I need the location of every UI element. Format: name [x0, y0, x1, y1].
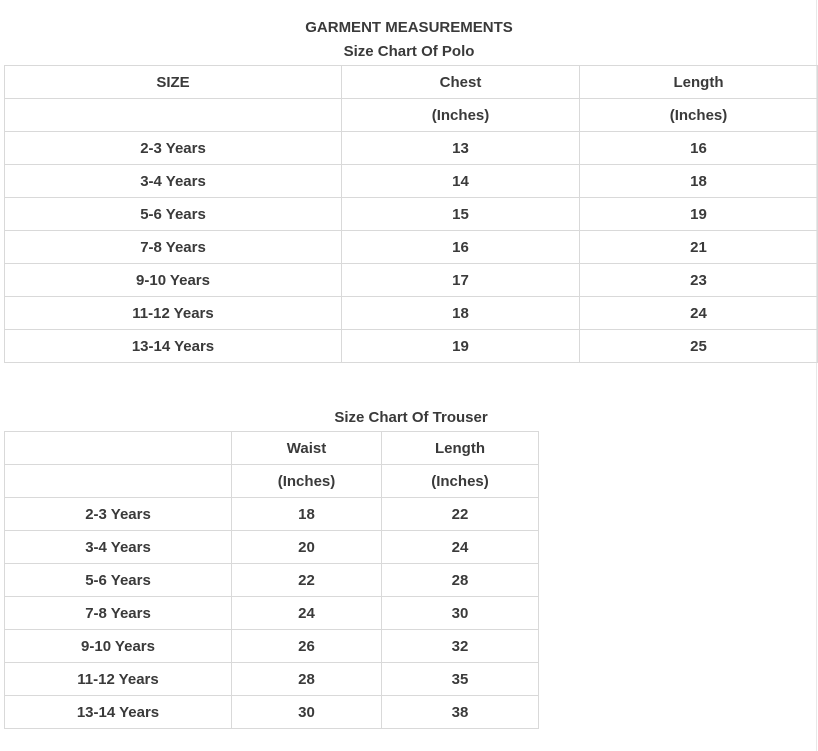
polo-chart-caption: Size Chart Of Polo — [343, 43, 475, 60]
table-row — [5, 330, 818, 363]
chest-cell: 16 — [342, 231, 580, 264]
table-row — [5, 198, 818, 231]
size-cell: 2-3 Years — [5, 498, 232, 531]
table-row — [5, 597, 539, 630]
waist-cell: 24 — [232, 597, 382, 630]
length-cell: 21 — [580, 231, 818, 264]
size-cell: 13-14 Years — [5, 330, 342, 363]
chest-cell: 13 — [342, 132, 580, 165]
table-header-row — [5, 432, 539, 465]
length-cell: 35 — [382, 663, 539, 696]
length-cell: 28 — [382, 564, 539, 597]
waist-cell: 28 — [232, 663, 382, 696]
table-row — [5, 630, 539, 663]
unit-cell: (Inches) — [232, 465, 382, 498]
waist-cell: 26 — [232, 630, 382, 663]
length-cell: 25 — [580, 330, 818, 363]
unit-cell — [5, 465, 232, 498]
chest-cell: 18 — [342, 297, 580, 330]
length-cell: 24 — [580, 297, 818, 330]
table-row — [5, 231, 818, 264]
table-units-row — [5, 99, 818, 132]
header-cell: Length — [580, 66, 818, 99]
size-cell: 9-10 Years — [5, 630, 232, 663]
unit-cell — [5, 99, 342, 132]
length-cell: 30 — [382, 597, 539, 630]
chest-cell: 17 — [342, 264, 580, 297]
size-cell: 13-14 Years — [5, 696, 232, 729]
header-cell: Length — [382, 432, 539, 465]
size-cell: 11-12 Years — [5, 663, 232, 696]
header-cell — [5, 432, 232, 465]
size-cell: 3-4 Years — [5, 531, 232, 564]
polo-size-table — [4, 65, 818, 363]
size-cell: 7-8 Years — [5, 597, 232, 630]
length-cell: 32 — [382, 630, 539, 663]
length-cell: 24 — [382, 531, 539, 564]
table-row — [5, 531, 539, 564]
header-cell: SIZE — [5, 66, 342, 99]
table-row — [5, 132, 818, 165]
size-cell: 5-6 Years — [5, 198, 342, 231]
table-row — [5, 663, 539, 696]
trouser-chart-caption: Size Chart Of Trouser — [334, 409, 488, 426]
waist-cell: 22 — [232, 564, 382, 597]
size-cell: 3-4 Years — [5, 165, 342, 198]
header-cell: Waist — [232, 432, 382, 465]
table-header-row — [5, 66, 818, 99]
header-cell: Chest — [342, 66, 580, 99]
table-row — [5, 264, 818, 297]
table-row — [5, 564, 539, 597]
waist-cell: 30 — [232, 696, 382, 729]
chest-cell: 19 — [342, 330, 580, 363]
trouser-size-table — [4, 431, 539, 729]
size-cell: 9-10 Years — [5, 264, 342, 297]
table-row — [5, 165, 818, 198]
length-cell: 23 — [580, 264, 818, 297]
length-cell: 38 — [382, 696, 539, 729]
waist-cell: 20 — [232, 531, 382, 564]
size-cell: 7-8 Years — [5, 231, 342, 264]
table-row — [5, 498, 539, 531]
size-cell: 2-3 Years — [5, 132, 342, 165]
size-cell: 11-12 Years — [5, 297, 342, 330]
length-cell: 16 — [580, 132, 818, 165]
table-units-row — [5, 465, 539, 498]
unit-cell: (Inches) — [342, 99, 580, 132]
length-cell: 22 — [382, 498, 539, 531]
table-row — [5, 696, 539, 729]
unit-cell: (Inches) — [382, 465, 539, 498]
length-cell: 19 — [580, 198, 818, 231]
unit-cell: (Inches) — [580, 99, 818, 132]
chest-cell: 14 — [342, 165, 580, 198]
waist-cell: 18 — [232, 498, 382, 531]
length-cell: 18 — [580, 165, 818, 198]
page-title: GARMENT MEASUREMENTS — [305, 19, 513, 36]
chest-cell: 15 — [342, 198, 580, 231]
size-cell: 5-6 Years — [5, 564, 232, 597]
table-row — [5, 297, 818, 330]
